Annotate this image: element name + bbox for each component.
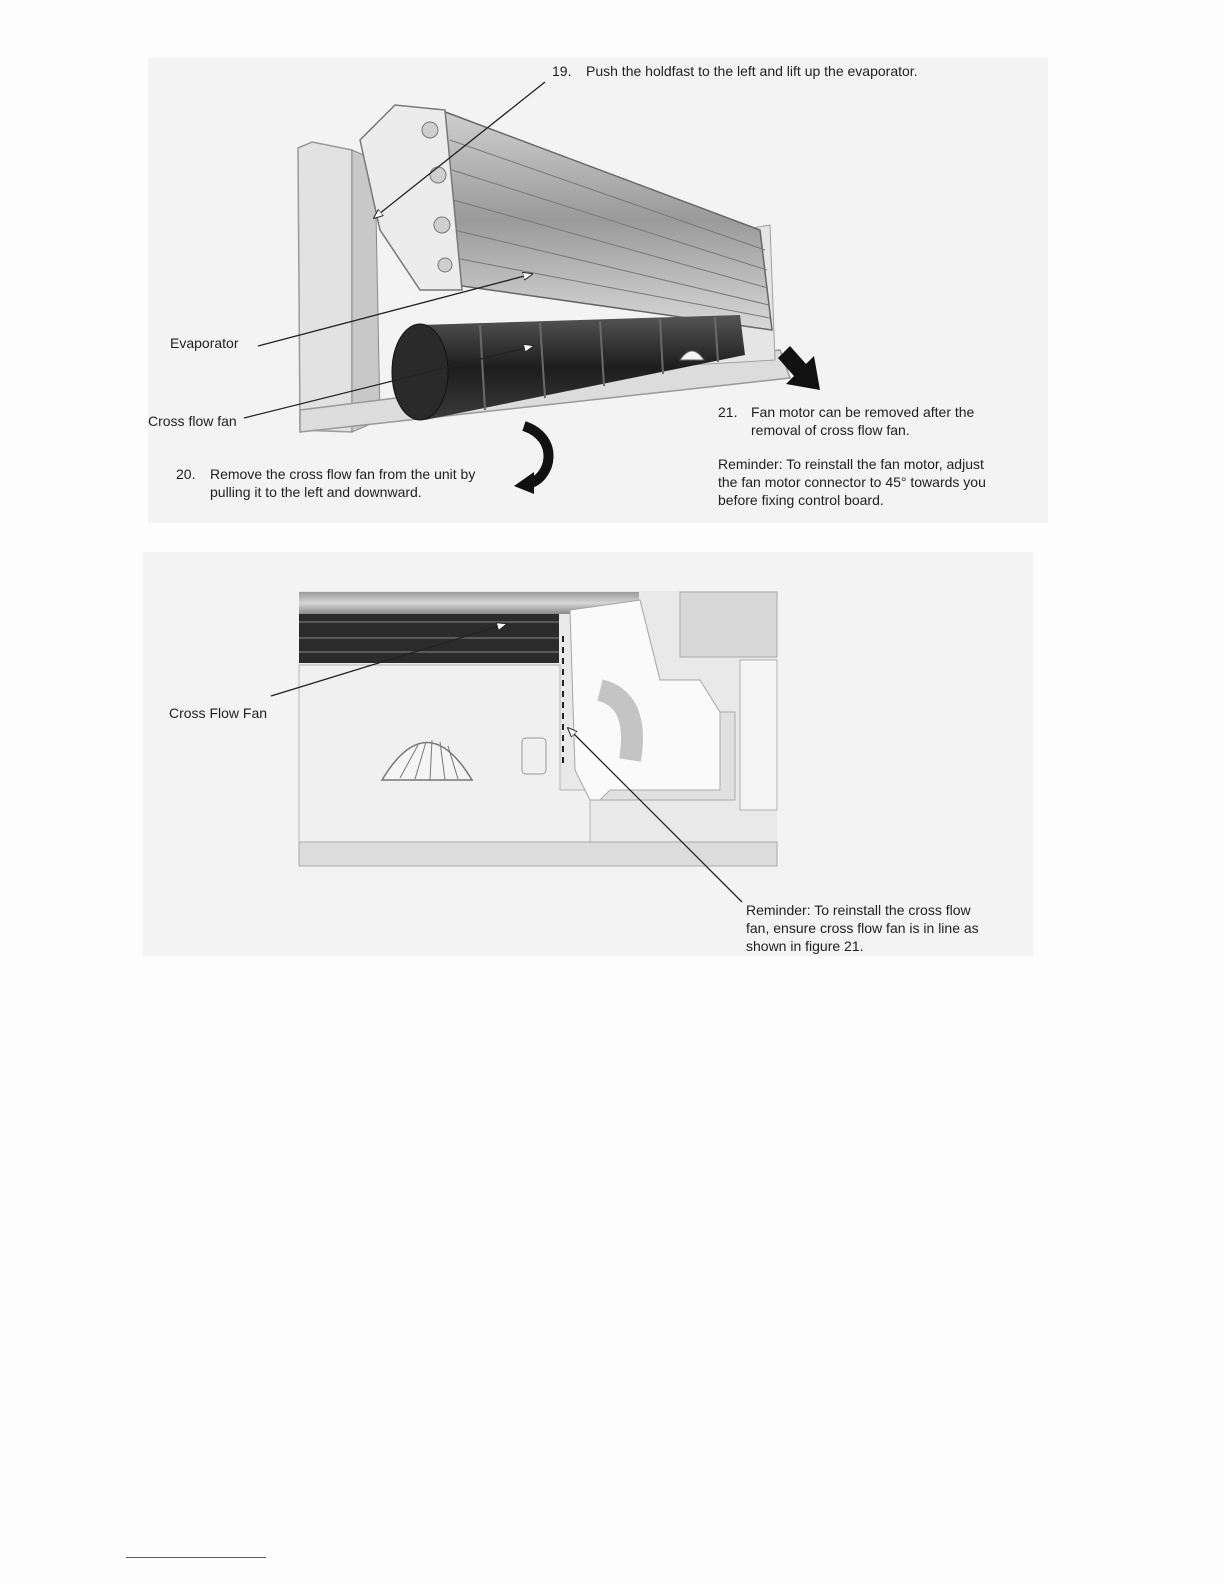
step-20-number: 20. — [176, 466, 196, 482]
step-20-line-2: pulling it to the left and downward. — [210, 484, 422, 500]
reminder-cross-flow-fan — [746, 901, 979, 955]
reminder-cross-flow-fan-line-1: Reminder: To reinstall the cross flow — [746, 902, 971, 918]
reminder-cross-flow-fan-line-3: shown in figure 21. — [746, 938, 864, 954]
step-19-instruction: Push the holdfast to the left and lift up the evaporator. — [586, 63, 918, 79]
label-cross-flow-fan: Cross flow fan — [148, 413, 237, 429]
label-evaporator: Evaporator — [170, 335, 239, 351]
step-21-number: 21. — [718, 404, 738, 420]
footnote-separator — [126, 1557, 266, 1558]
step-20-line-1: Remove the cross flow fan from the unit by — [210, 466, 476, 482]
reminder-cross-flow-fan-line-2: fan, ensure cross flow fan is in line as — [746, 920, 979, 936]
reminder-fan-motor-line-3: before fixing control board. — [718, 492, 884, 508]
reminder-fan-motor-line-2: the fan motor connector to 45° towards you — [718, 474, 986, 490]
step-19-number: 19. — [552, 63, 572, 79]
photo-frame — [299, 591, 777, 866]
label-cross-flow-fan-fig2: Cross Flow Fan — [169, 705, 268, 721]
reminder-fan-motor-line-1: Reminder: To reinstall the fan motor, adjust — [718, 456, 984, 472]
step-21-line-2: removal of cross flow fan. — [751, 422, 910, 438]
step-21-line-1: Fan motor can be removed after the — [751, 404, 975, 420]
